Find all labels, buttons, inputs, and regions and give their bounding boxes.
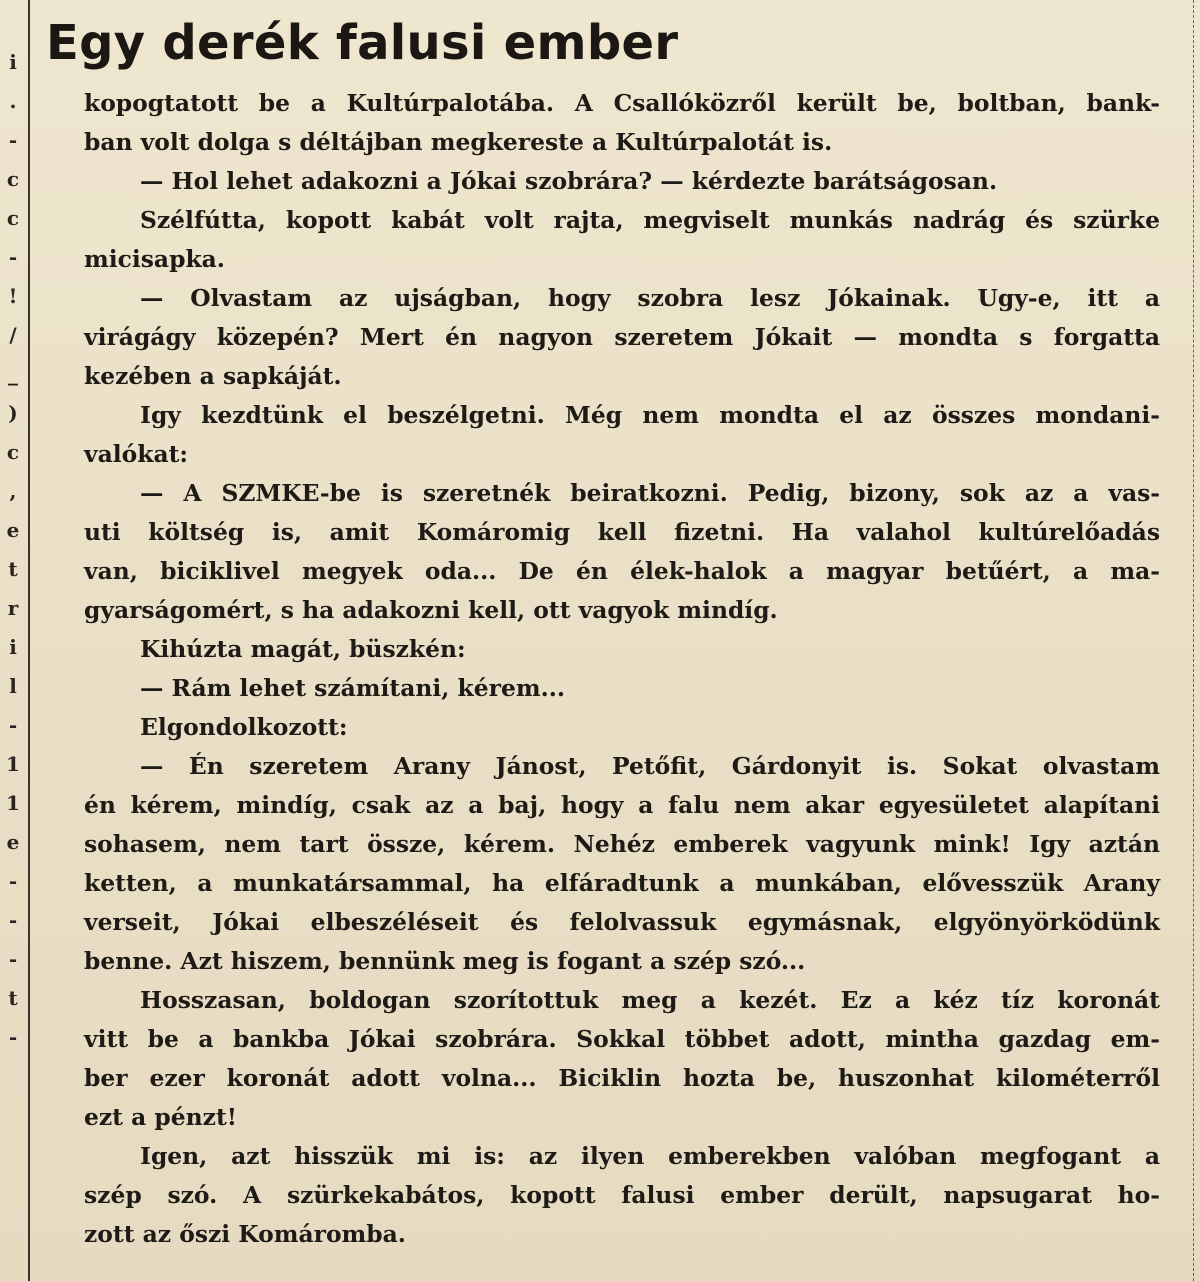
margin-fragment: 1 bbox=[6, 752, 20, 776]
margin-fragment: - bbox=[8, 869, 18, 893]
text-line: gyarságomért, s ha adakozni kell, ott vagyok mindíg. bbox=[84, 596, 778, 624]
margin-fragment: e bbox=[6, 830, 20, 854]
margin-fragment: - bbox=[8, 245, 18, 269]
margin-fragment: - bbox=[8, 1025, 18, 1049]
article-paragraph bbox=[84, 279, 1160, 396]
margin-fragment: ! bbox=[8, 284, 18, 308]
margin-fragment: t bbox=[8, 986, 18, 1010]
article-paragraph bbox=[84, 162, 1160, 201]
article-paragraph bbox=[84, 396, 1160, 474]
text-line: — A SZMKE-be is szeretnék beiratkozni. Pedig, bizony, sok az a vas- bbox=[140, 479, 1160, 507]
text-line: Elgondolkozott: bbox=[140, 713, 348, 741]
text-line: valókat: bbox=[84, 440, 189, 468]
text-line: — Én szeretem Arany Jánost, Petőfit, Gárdonyit is. Sokat olvastam bbox=[140, 752, 1160, 780]
right-column-edge bbox=[1193, 0, 1200, 1281]
text-line: — Hol lehet adakozni a Jókai szobrára? — kérdezte barátságosan. bbox=[140, 167, 998, 195]
margin-fragment: _ bbox=[8, 362, 18, 386]
text-line: kezében a sapkáját. bbox=[84, 362, 342, 390]
text-line: ezt a pénzt! bbox=[84, 1103, 238, 1131]
text-line: Igy kezdtünk el beszélgetni. Még nem mondta el az összes mondani- bbox=[140, 401, 1160, 429]
text-line: sohasem, nem tart össze, kérem. Nehéz emberek vagyunk mink! Igy aztán bbox=[84, 830, 1160, 858]
text-line: kopogtatott be a Kultúrpalotába. A Csallóközről került be, boltban, bank- bbox=[84, 89, 1160, 117]
article-paragraph bbox=[84, 708, 1160, 747]
article-paragraph bbox=[84, 981, 1160, 1137]
text-line: én kérem, mindíg, csak az a baj, hogy a falu nem akar egyesületet alapítani bbox=[84, 791, 1160, 819]
text-line: ban volt dolga s déltájban megkereste a Kultúrpalotát is. bbox=[84, 128, 833, 156]
margin-fragment: c bbox=[6, 440, 20, 464]
margin-fragment: r bbox=[7, 596, 19, 620]
article-paragraph bbox=[84, 669, 1160, 708]
margin-fragment: - bbox=[8, 128, 18, 152]
text-line: ketten, a munkatársammal, ha elfáradtunk a munkában, elővesszük Arany bbox=[84, 869, 1160, 897]
margin-fragment: c bbox=[6, 206, 20, 230]
text-line: Kihúzta magát, büszkén: bbox=[140, 635, 466, 663]
article-paragraph bbox=[84, 84, 1160, 162]
text-line: — Olvastam az ujságban, hogy szobra lesz Jókainak. Ugy-e, itt a bbox=[140, 284, 1160, 312]
margin-fragment: - bbox=[8, 713, 18, 737]
margin-fragment: , bbox=[9, 479, 17, 503]
text-line: virágágy közepén? Mert én nagyon szeretem Jókait — mondta s forgatta bbox=[84, 323, 1160, 351]
text-line: — Rám lehet számítani, kérem... bbox=[140, 674, 566, 702]
text-line: Hosszasan, boldogan szorítottuk meg a kezét. Ez a kéz tíz koronát bbox=[140, 986, 1160, 1014]
margin-fragment: l bbox=[9, 674, 17, 698]
article-paragraph bbox=[84, 474, 1160, 630]
text-line: zott az őszi Komáromba. bbox=[84, 1220, 406, 1248]
text-line: vitt be a bankba Jókai szobrára. Sokkal többet adott, mintha gazdag em- bbox=[84, 1025, 1160, 1053]
margin-fragment: ) bbox=[8, 401, 18, 425]
article-paragraph bbox=[84, 630, 1160, 669]
article-paragraph bbox=[84, 1137, 1160, 1254]
left-column-margin bbox=[0, 0, 30, 1281]
article-paragraph bbox=[84, 747, 1160, 981]
margin-fragment: i bbox=[9, 50, 17, 74]
text-line: szép szó. A szürkekabátos, kopott falusi ember derült, napsugarat ho- bbox=[84, 1181, 1160, 1209]
article-title: Egy derék falusi ember bbox=[46, 15, 679, 71]
text-line: van, biciklivel megyek oda... De én élek-halok a magyar betűért, a ma- bbox=[84, 557, 1160, 585]
margin-fragment: - bbox=[8, 908, 18, 932]
article-paragraph bbox=[84, 201, 1160, 279]
margin-fragment: 1 bbox=[6, 791, 20, 815]
text-line: benne. Azt hiszem, bennünk meg is fogant a szép szó... bbox=[84, 947, 806, 975]
text-line: verseit, Jókai elbeszéléseit és felolvassuk egymásnak, elgyönyörködünk bbox=[84, 908, 1160, 936]
margin-fragment: . bbox=[9, 89, 17, 113]
margin-fragment: t bbox=[8, 557, 18, 581]
text-line: micisapka. bbox=[84, 245, 225, 273]
margin-fragment: - bbox=[8, 947, 18, 971]
article-body bbox=[84, 84, 1160, 1254]
text-line: uti költség is, amit Komáromig kell fizetni. Ha valahol kultúrelőadás bbox=[84, 518, 1160, 546]
text-line: Igen, azt hisszük mi is: az ilyen emberekben valóban megfogant a bbox=[140, 1142, 1160, 1170]
margin-fragment: i bbox=[9, 635, 17, 659]
margin-fragment: c bbox=[6, 167, 20, 191]
margin-fragment: e bbox=[6, 518, 20, 542]
margin-fragment: / bbox=[9, 323, 17, 347]
text-line: Szélfútta, kopott kabát volt rajta, megviselt munkás nadrág és szürke bbox=[140, 206, 1160, 234]
text-line: ber ezer koronát adott volna... Biciklin hozta be, huszonhat kilométerről bbox=[84, 1064, 1160, 1092]
